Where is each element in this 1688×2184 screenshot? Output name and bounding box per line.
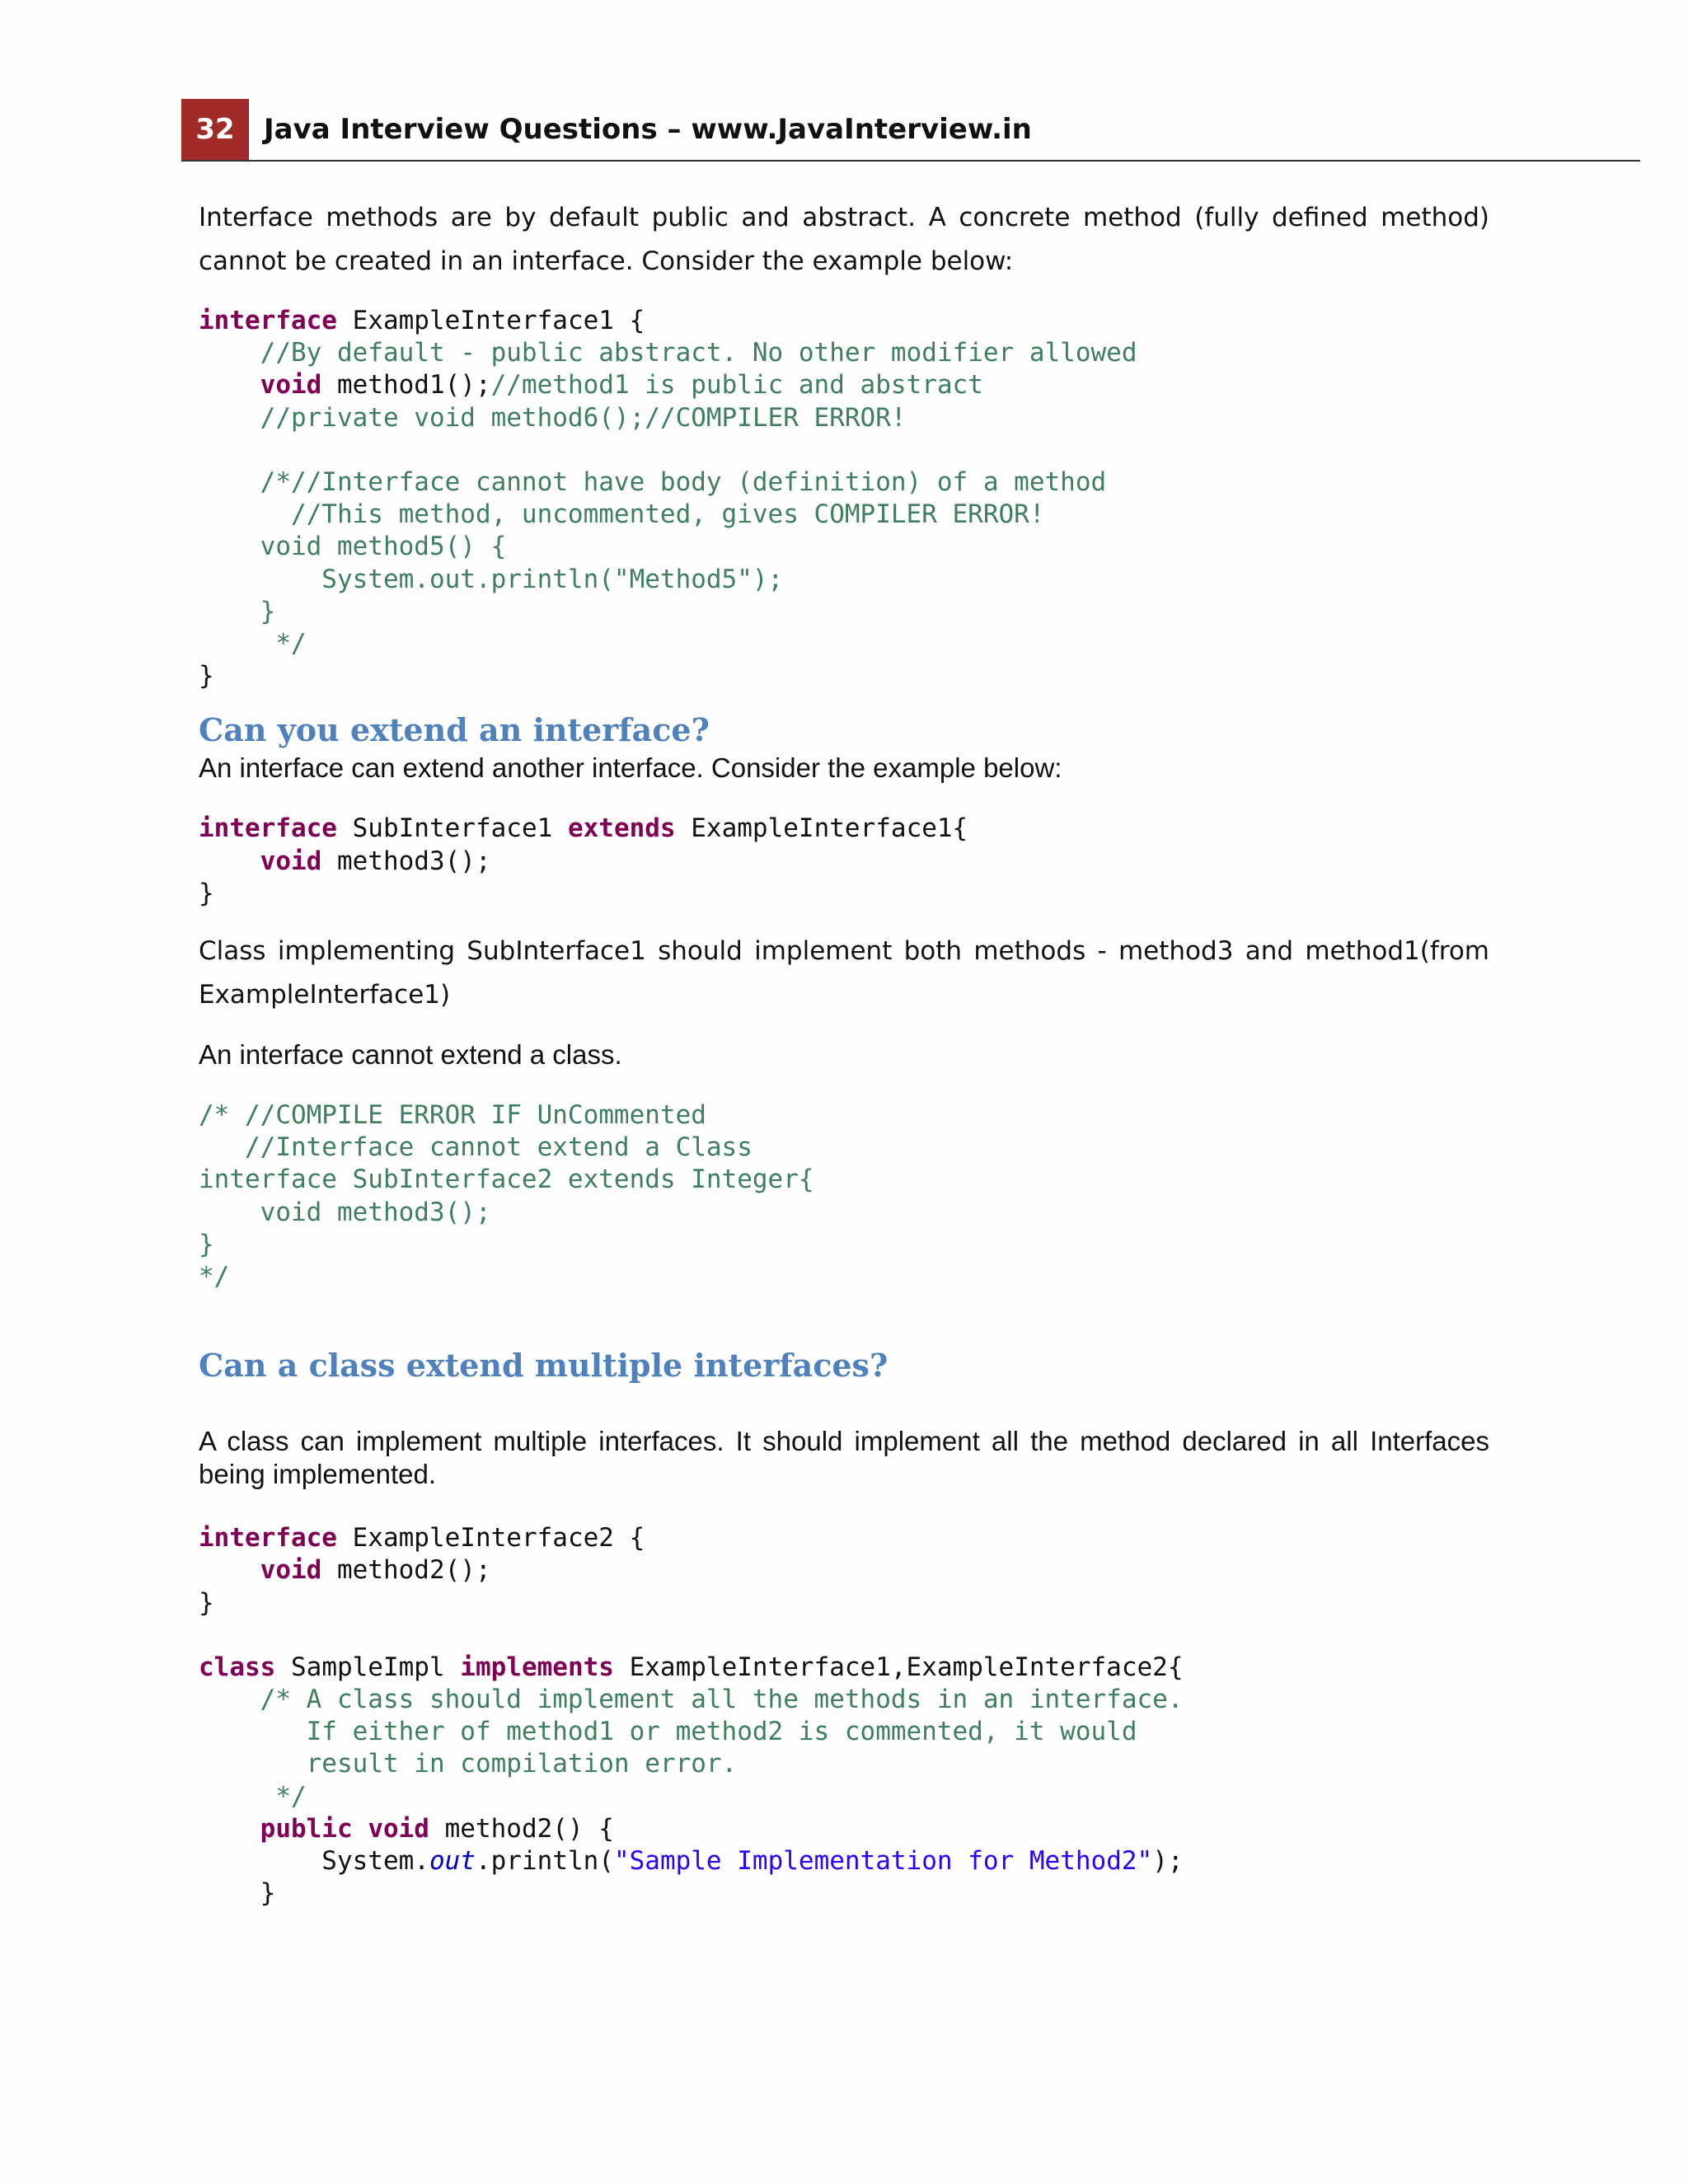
code-text: SampleImpl	[275, 1652, 461, 1682]
code-text: ExampleInterface1,ExampleInterface2{	[613, 1652, 1184, 1682]
code-text: }	[199, 661, 214, 691]
code-text: method2() {	[429, 1813, 614, 1844]
code-comment: void method3();	[199, 1197, 491, 1227]
code-text: SubInterface1	[336, 813, 568, 844]
code-text: );	[1152, 1846, 1184, 1877]
code-indent	[199, 1814, 260, 1844]
code-comment: */	[199, 629, 307, 659]
code-text: }	[199, 878, 214, 908]
code-block-commented-subinterface2	[199, 1099, 1489, 1293]
code-comment: /* A class should implement all the methods in an interface.	[199, 1685, 1184, 1715]
code-text: }	[199, 1878, 276, 1909]
code-text: ExampleInterface2 {	[336, 1523, 645, 1554]
code-keyword: interface	[199, 813, 337, 844]
code-text: method1();	[321, 370, 491, 401]
paragraph-extend-interface: An interface can extend another interface. Consider the example below:	[199, 752, 1062, 784]
page-header	[181, 99, 1640, 162]
code-text: method2();	[321, 1555, 491, 1586]
code-keyword: interface	[199, 306, 337, 335]
code-text	[353, 1814, 368, 1844]
code-keyword: void	[260, 846, 322, 876]
code-block-example-interface1	[199, 305, 1489, 692]
code-comment: void method5() {	[199, 532, 507, 562]
code-keyword: public	[260, 1813, 353, 1844]
code-text: ExampleInterface1 {	[336, 306, 645, 335]
code-comment: //By default - public abstract. No other modifier allowed	[199, 338, 1137, 368]
code-indent	[199, 1555, 260, 1585]
code-comment: /*//Interface cannot have body (definition) of a method	[199, 467, 1107, 498]
code-keyword: extends	[567, 813, 676, 844]
code-text: .println(	[475, 1846, 614, 1877]
code-keyword: void	[260, 1555, 322, 1586]
code-comment: interface SubInterface2 extends Integer{	[199, 1165, 814, 1195]
code-text: System.	[199, 1846, 429, 1877]
code-block-example-interface2	[199, 1522, 1489, 1619]
code-comment: //This method, uncommented, gives COMPILER ERROR!	[199, 499, 1045, 530]
intro-paragraph: Interface methods are by default public and abstract. A concrete method (fully defined method) cannot be created in an interface. Consider the example below:	[199, 203, 1489, 276]
paragraph-cannot-extend-class: An interface cannot extend a class.	[199, 1039, 622, 1071]
code-comment: If either of method1 or method2 is commented, it would	[199, 1717, 1137, 1747]
paragraph-multiple-interfaces: A class can implement multiple interfaces. It should implement all the method declared in all Interfaces being implemented.	[199, 1426, 1489, 1490]
code-keyword: implements	[460, 1652, 614, 1682]
code-comment: //Interface cannot extend a Class	[199, 1132, 753, 1163]
code-comment: //method1 is public and abstract	[490, 370, 983, 401]
code-indent	[199, 846, 260, 876]
code-comment: */	[199, 1262, 230, 1292]
page-content	[199, 196, 1489, 1910]
code-block-subinterface1	[199, 813, 1489, 910]
code-keyword: interface	[199, 1523, 337, 1554]
paragraph-class-implementing: Class implementing SubInterface1 should implement both methods - method3 and method1(from ExampleInterface1)	[199, 936, 1489, 1010]
code-text: }	[199, 1587, 214, 1618]
code-indent	[199, 370, 260, 400]
heading-multiple-interfaces: Can a class extend multiple interfaces?	[199, 1347, 889, 1385]
code-block-sample-impl	[199, 1652, 1489, 1910]
code-comment: //private void method6();//COMPILER ERROR!	[199, 402, 907, 433]
code-keyword: void	[368, 1813, 429, 1844]
heading-extend-interface: Can you extend an interface?	[199, 711, 710, 749]
code-static-field: out	[429, 1846, 476, 1877]
code-text: method3();	[321, 846, 491, 876]
code-keyword: void	[260, 370, 322, 401]
code-comment: System.out.println("Method5");	[199, 564, 784, 594]
code-comment: }	[199, 596, 276, 626]
code-comment: */	[199, 1781, 307, 1811]
page-number-badge: 32	[181, 99, 249, 160]
code-comment: /* //COMPILE ERROR IF UnCommented	[199, 1100, 706, 1131]
code-comment: }	[199, 1229, 214, 1259]
code-text: ExampleInterface1{	[675, 813, 968, 844]
code-string: "Sample Implementation for Method2"	[613, 1846, 1153, 1877]
code-keyword: class	[199, 1652, 276, 1682]
header-title: Java Interview Questions – www.JavaInterview.in	[264, 113, 1032, 146]
code-comment: result in compilation error.	[199, 1749, 738, 1779]
